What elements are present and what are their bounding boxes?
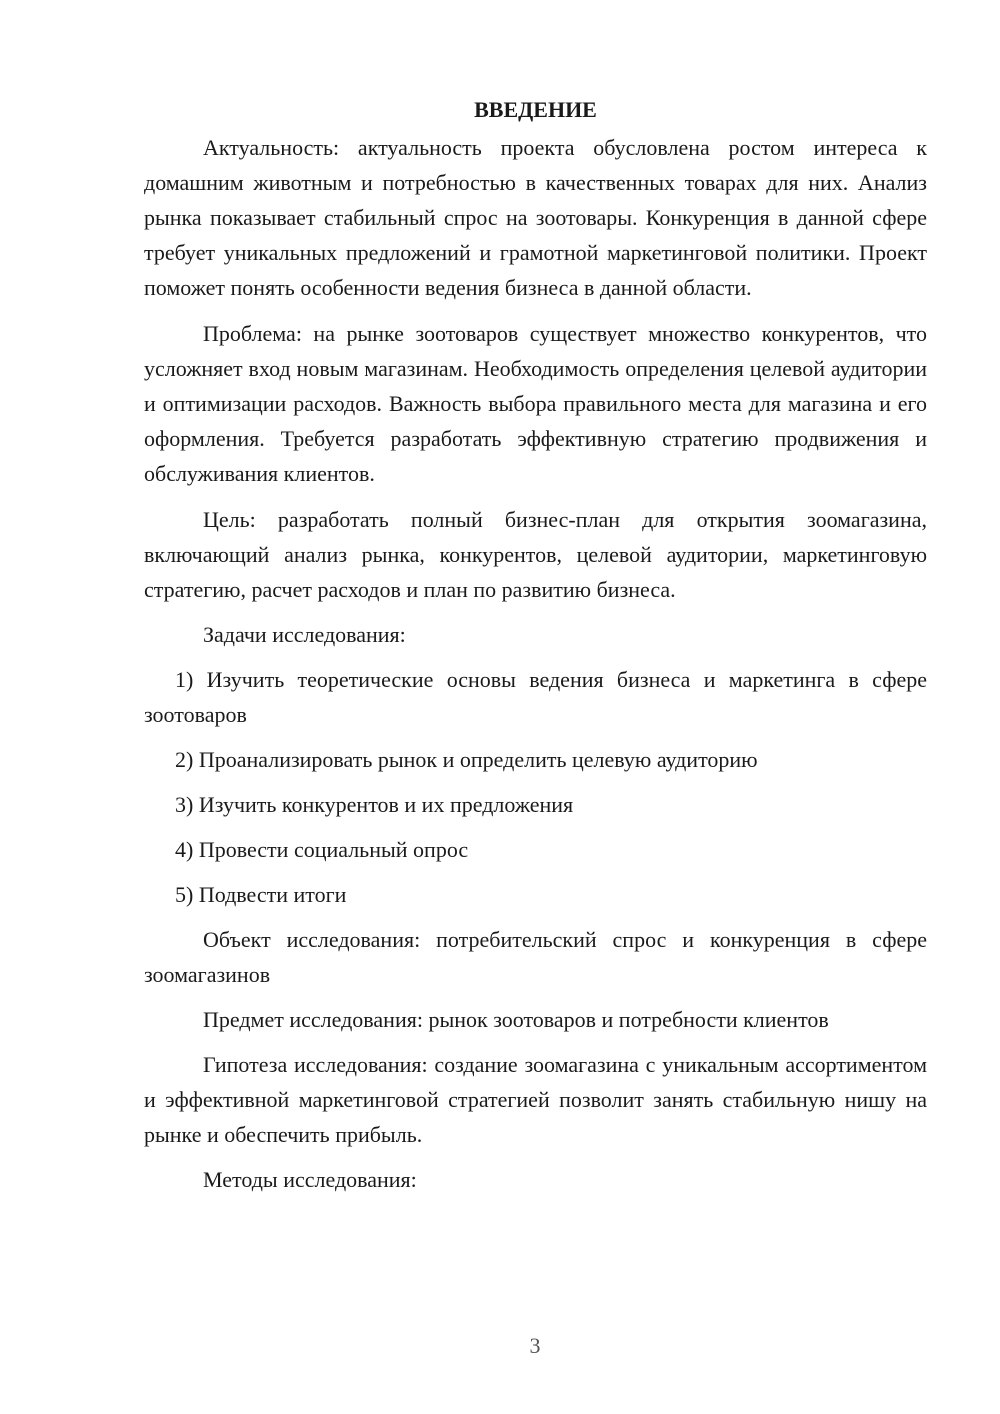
paragraph-object: Объект исследования: потребительский спрос и конкуренция в сфере зоомагазинов [144,927,927,987]
task-item-5: 5) Подвести итоги [175,882,347,907]
tasks-title: Задачи исследования: [203,622,406,647]
paragraph-relevance: Актуальность: актуальность проекта обусловлена ростом интереса к домашним животным и потребностью в качественных товарах для них. Анализ рынка показывает стабильный спрос на зоотовары. Конкуренция в данной сфере требует уникальных предложений и грамотной маркетинговой политики. Проект поможет понять особенности ведения бизнеса в данной области. [144,135,927,300]
methods-title: Методы исследования: [203,1167,417,1192]
task-item-1: 1) Изучить теоретические основы ведения бизнеса и маркетинга в сфере зоотоваров [144,667,927,727]
task-item-2: 2) Проанализировать рынок и определить целевую аудиторию [175,747,758,772]
task-item-4: 4) Провести социальный опрос [175,837,469,862]
page-number: 3 [529,1333,541,1358]
document-page [144,94,927,1197]
paragraph-goal: Цель: разработать полный бизнес-план для открытия зоомагазина, включающий анализ рынка, конкурентов, целевой аудитории, маркетинговую стратегию, расчет расходов и план по развитию бизнеса. [144,507,927,602]
section-heading: ВВЕДЕНИЕ [474,97,597,122]
paragraph-subject: Предмет исследования: рынок зоотоваров и потребности клиентов [203,1007,829,1032]
task-item-3: 3) Изучить конкурентов и их предложения [175,792,574,817]
paragraph-hypothesis: Гипотеза исследования: создание зоомагазина с уникальным ассортиментом и эффективной маркетинговой стратегией позволит занять стабильную нишу на рынке и обеспечить прибыль. [144,1052,927,1147]
paragraph-problem: Проблема: на рынке зоотоваров существует множество конкурентов, что усложняет вход новым магазинам. Необходимость определения целевой аудитории и оптимизации расходов. Важность выбора правильного места для магазина и его оформления. Требуется разработать эффективную стратегию продвижения и обслуживания клиентов. [144,321,927,486]
